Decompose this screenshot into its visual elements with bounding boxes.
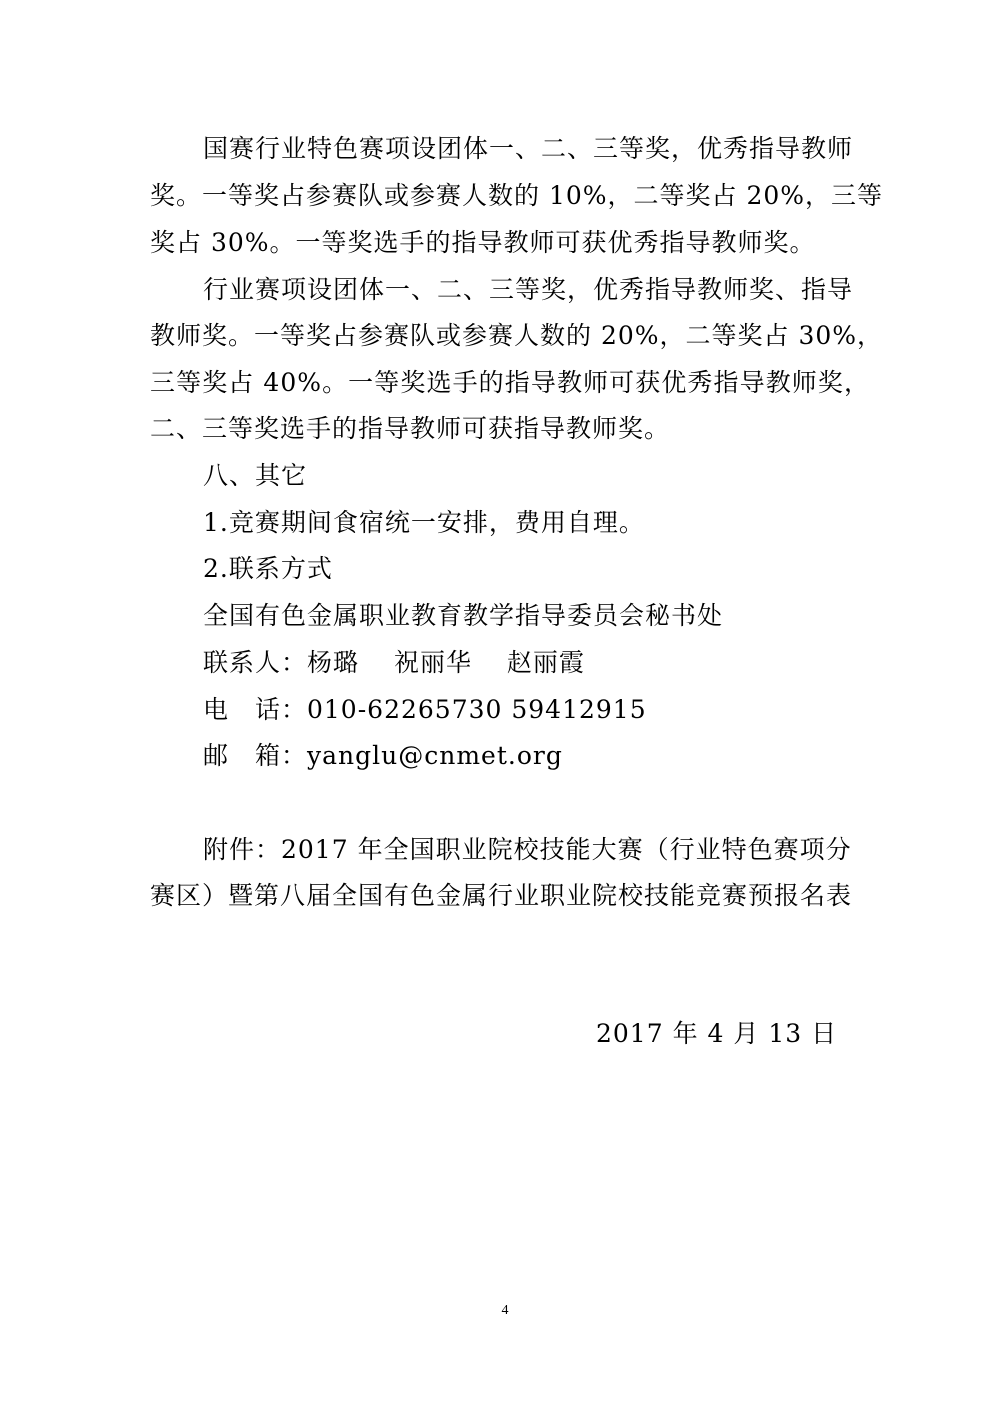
paragraph-2-line-1: 行业赛项设团体一、二、三等奖，优秀指导教师奖、指导: [203, 275, 854, 304]
contact-phone: 电 话：010-62265730 59412915: [203, 695, 647, 724]
attachment-line-1: 附件：2017 年全国职业院校技能大赛（行业特色赛项分: [203, 835, 852, 864]
item-1-accommodation: 1.竞赛期间食宿统一安排，费用自理。: [203, 508, 645, 537]
attachment-line-2: 赛区）暨第八届全国有色金属行业职业院校技能竞赛预报名表: [150, 881, 853, 910]
paragraph-2-line-4: 二、三等奖选手的指导教师可获指导教师奖。: [150, 414, 671, 443]
contact-organization: 全国有色金属职业教育教学指导委员会秘书处: [203, 601, 724, 630]
section-heading-other: 八、其它: [203, 461, 308, 490]
paragraph-2-line-2: 教师奖。一等奖占参赛队或参赛人数的 20%，二等奖占 30%，: [150, 321, 884, 350]
contact-email: 邮 箱：yanglu@cnmet.org: [203, 741, 563, 770]
item-2-contact-heading: 2.联系方式: [203, 554, 333, 583]
paragraph-1-line-2: 奖。一等奖占参赛队或参赛人数的 10%，二等奖占 20%，三等: [150, 181, 884, 210]
paragraph-2-line-3: 三等奖占 40%。一等奖选手的指导教师可获优秀指导教师奖，: [150, 368, 870, 397]
document-date: 2017 年 4 月 13 日: [596, 1019, 838, 1048]
page-number: 4: [501, 1303, 509, 1318]
contact-people: 联系人：杨璐 祝丽华 赵丽霞: [203, 648, 585, 677]
paragraph-1-line-3: 奖占 30%。一等奖选手的指导教师可获优秀指导教师奖。: [150, 228, 816, 257]
paragraph-1-line-1: 国赛行业特色赛项设团体一、二、三等奖，优秀指导教师: [203, 134, 854, 163]
